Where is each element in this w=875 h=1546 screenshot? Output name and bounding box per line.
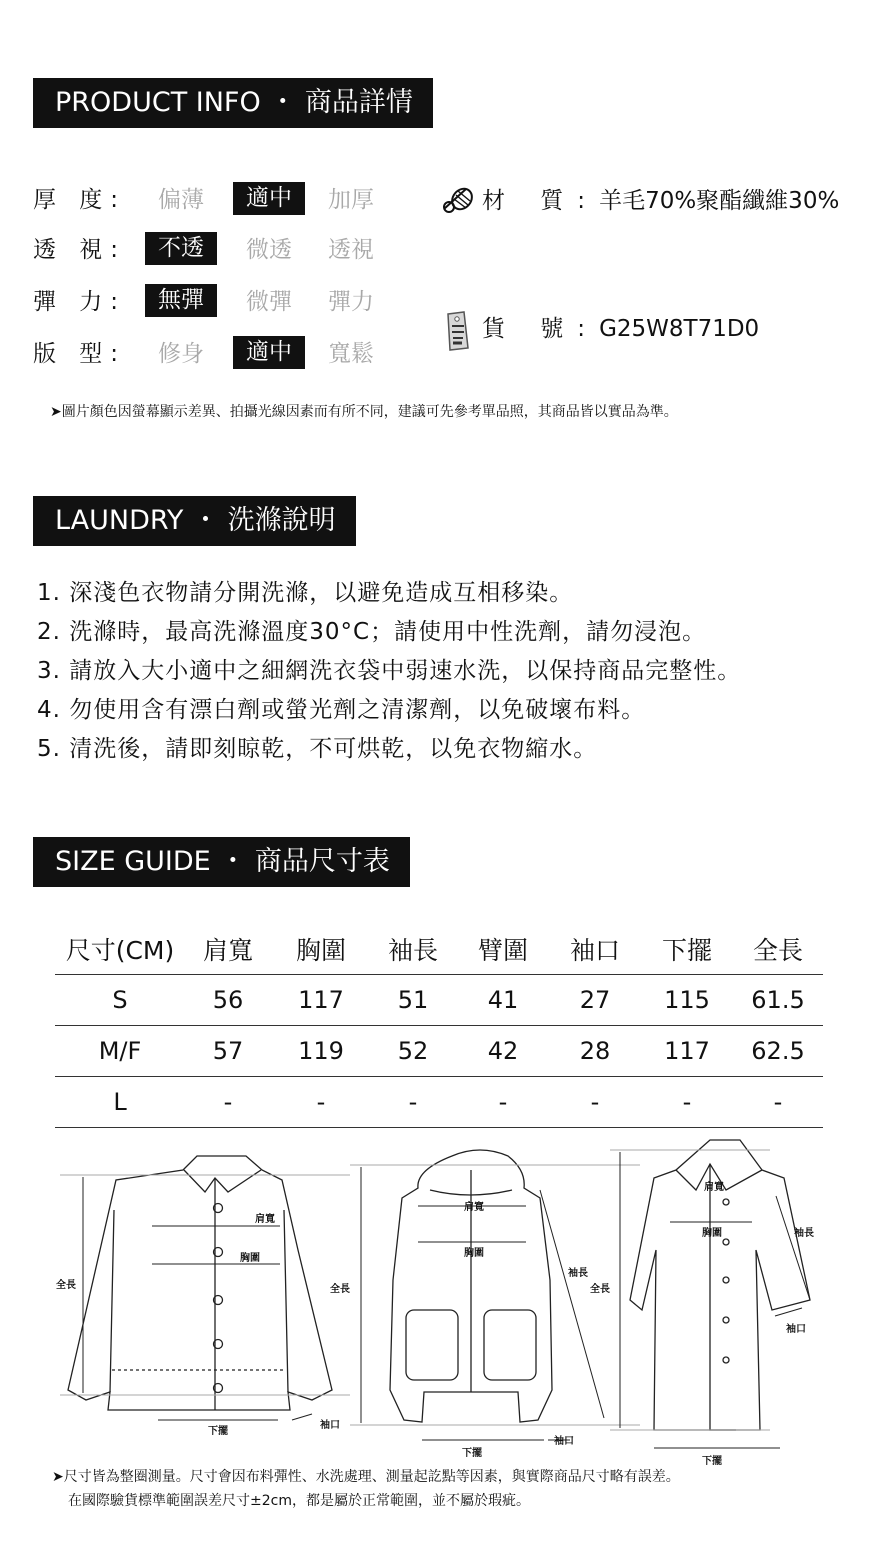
laundry-item: 4. 勿使用含有漂白劑或螢光劑之清潔劑，以免破壞布料。 bbox=[37, 697, 646, 723]
chest-label: 胸圍 bbox=[240, 1253, 260, 1264]
attribute-option: 偏薄 bbox=[158, 187, 204, 213]
table-row bbox=[55, 975, 823, 1026]
color-note: ➤圖片顏色因螢幕顯示差異、拍攝光線因素而有所不同，建議可先參考單品照，其商品皆以實品為準。 bbox=[50, 404, 678, 420]
attribute-label: 彈 力: bbox=[33, 289, 127, 315]
table-cell: S bbox=[112, 986, 128, 1014]
measurement-diagram bbox=[50, 1130, 830, 1465]
size-guide-title: SIZE GUIDE ・ 商品尺寸表 bbox=[33, 837, 410, 887]
table-header-cell: 胸圍 bbox=[295, 936, 346, 965]
item-number-value: G25W8T71D0 bbox=[599, 316, 760, 342]
attribute-label: 版 型: bbox=[33, 341, 127, 367]
chest-label: 胸圍 bbox=[702, 1228, 722, 1239]
laundry-item: 5. 清洗後，請即刻晾乾，不可烘乾，以免衣物縮水。 bbox=[37, 736, 598, 762]
table-cell: - bbox=[223, 1088, 233, 1116]
attribute-option: 微透 bbox=[246, 237, 292, 263]
table-cell: - bbox=[498, 1088, 508, 1116]
laundry-item: 1. 深淺色衣物請分開洗滌，以避免造成互相移染。 bbox=[37, 580, 574, 606]
shoulder-label: 肩寬 bbox=[704, 1182, 724, 1193]
table-cell: 117 bbox=[664, 1037, 710, 1065]
attribute-option: 不透 bbox=[145, 232, 217, 265]
table-cell: 27 bbox=[579, 986, 611, 1014]
table-cell: - bbox=[773, 1088, 783, 1116]
table-cell: 57 bbox=[212, 1037, 244, 1065]
material-value: 羊毛70%聚酯纖維30% bbox=[599, 188, 840, 214]
table-cell: - bbox=[590, 1088, 600, 1116]
hem-label: 下擺 bbox=[702, 1456, 722, 1465]
tag-icon bbox=[444, 310, 472, 352]
shoulder-label: 肩寬 bbox=[255, 1214, 275, 1225]
length-label: 全長 bbox=[56, 1280, 76, 1291]
table-cell: - bbox=[316, 1088, 326, 1116]
table-header-cell: 肩寬 bbox=[202, 936, 253, 965]
fabric-roll-icon bbox=[440, 185, 478, 215]
attribute-row bbox=[33, 284, 393, 320]
sleeve-label: 袖長 bbox=[568, 1268, 588, 1279]
table-cell: 42 bbox=[487, 1037, 519, 1065]
table-cell: 115 bbox=[664, 986, 710, 1014]
table-header-cell: 下擺 bbox=[661, 936, 712, 965]
attribute-option: 寬鬆 bbox=[328, 341, 374, 367]
shoulder-label: 肩寬 bbox=[464, 1202, 484, 1213]
cuff-label: 袖口 bbox=[320, 1420, 340, 1431]
product-info-title: PRODUCT INFO ・ 商品詳情 bbox=[33, 78, 433, 128]
table-header-cell: 全長 bbox=[752, 936, 803, 965]
table-header-cell: 袖長 bbox=[387, 936, 438, 965]
laundry-item: 3. 請放入大小適中之細網洗衣袋中弱速水洗，以保持商品完整性。 bbox=[37, 658, 742, 684]
attribute-option: 適中 bbox=[233, 336, 305, 369]
material-label: 材 質: bbox=[482, 188, 600, 214]
attribute-option: 彈力 bbox=[328, 289, 374, 315]
attribute-option: 修身 bbox=[158, 341, 204, 367]
attribute-option: 無彈 bbox=[145, 284, 217, 317]
table-cell: 119 bbox=[298, 1037, 344, 1065]
attribute-option: 適中 bbox=[233, 182, 305, 215]
attribute-row bbox=[33, 232, 393, 268]
table-cell: 52 bbox=[397, 1037, 429, 1065]
item-number-label: 貨 號: bbox=[482, 316, 600, 342]
cuff-label: 袖口 bbox=[786, 1324, 806, 1335]
table-cell: 41 bbox=[487, 986, 519, 1014]
attribute-option: 微彈 bbox=[246, 289, 292, 315]
table-cell: M/F bbox=[98, 1037, 142, 1065]
table-cell: - bbox=[682, 1088, 692, 1116]
table-cell: L bbox=[113, 1088, 127, 1116]
cuff-label: 袖口 bbox=[554, 1436, 574, 1447]
table-row bbox=[55, 1077, 823, 1128]
table-header-row bbox=[55, 928, 823, 975]
size-note-1: ➤尺寸皆為整圈測量。尺寸會因布料彈性、水洗處理、測量起訖點等因素，與實際商品尺寸略有誤差。 bbox=[52, 1469, 680, 1485]
table-cell: 117 bbox=[298, 986, 344, 1014]
material-spec bbox=[482, 185, 839, 217]
size-table bbox=[55, 928, 823, 1128]
table-header-cell: 臂圍 bbox=[477, 936, 528, 965]
table-cell: 51 bbox=[397, 986, 429, 1014]
attribute-label: 透 視: bbox=[33, 237, 127, 263]
laundry-item: 2. 洗滌時，最高洗滌溫度30°C；請使用中性洗劑，請勿浸泡。 bbox=[37, 619, 707, 645]
table-header-cell: 尺寸(CM) bbox=[65, 936, 175, 965]
size-note-2: 在國際驗貨標準範圍誤差尺寸±2cm，都是屬於正常範圍，並不屬於瑕疵。 bbox=[68, 1493, 530, 1509]
attribute-option: 透視 bbox=[328, 237, 374, 263]
hem-label: 下擺 bbox=[208, 1426, 228, 1437]
attribute-row bbox=[33, 182, 393, 218]
hem-label: 下擺 bbox=[462, 1448, 482, 1459]
table-cell: 61.5 bbox=[751, 986, 805, 1014]
chest-label: 胸圍 bbox=[464, 1248, 484, 1259]
attribute-option: 加厚 bbox=[328, 187, 374, 213]
table-header-cell: 袖口 bbox=[569, 936, 620, 965]
length-label: 全長 bbox=[590, 1284, 610, 1295]
item-number-spec bbox=[482, 313, 759, 345]
sleeve-label: 袖長 bbox=[794, 1228, 814, 1239]
laundry-title: LAUNDRY ・ 洗滌說明 bbox=[33, 496, 356, 546]
attribute-row bbox=[33, 336, 393, 372]
table-row bbox=[55, 1026, 823, 1077]
table-cell: - bbox=[408, 1088, 418, 1116]
table-cell: 28 bbox=[579, 1037, 611, 1065]
attribute-label: 厚 度: bbox=[33, 187, 127, 213]
table-cell: 56 bbox=[212, 986, 244, 1014]
length-label: 全長 bbox=[330, 1284, 350, 1295]
table-cell: 62.5 bbox=[751, 1037, 805, 1065]
